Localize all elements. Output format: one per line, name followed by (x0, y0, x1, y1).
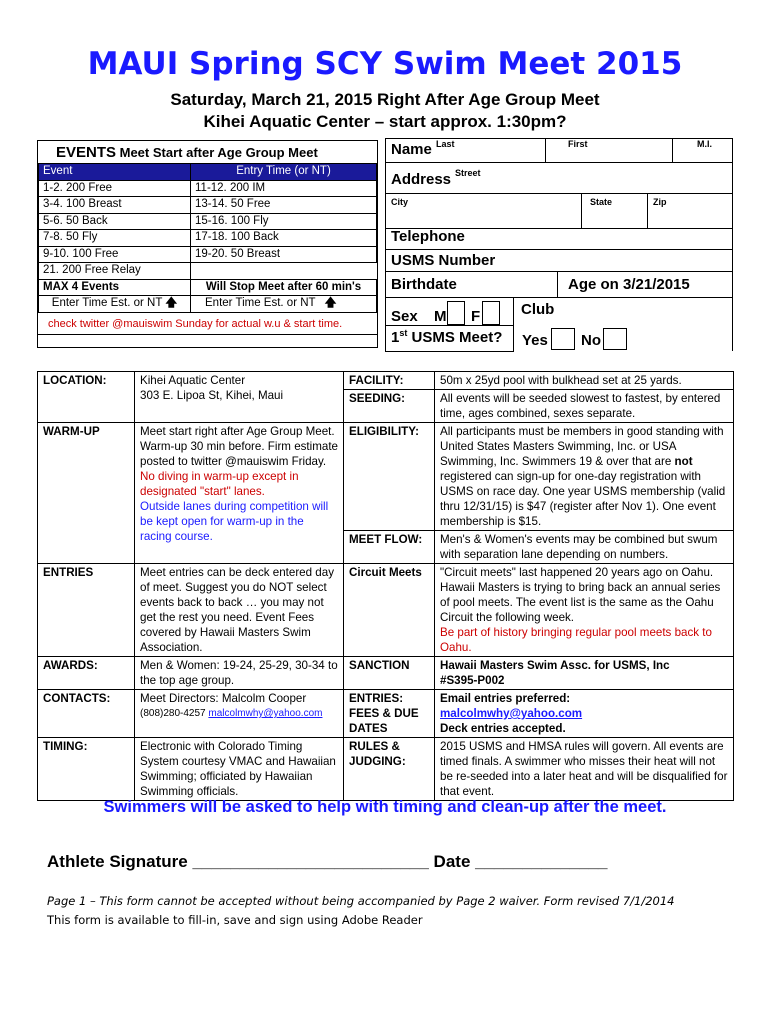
entries-label: ENTRIES (38, 564, 135, 657)
divider (513, 297, 514, 352)
stop-meet-note: Will Stop Meet after 60 min's (191, 279, 377, 296)
yes-label: Yes (522, 332, 548, 349)
timing-value: Electronic with Colorado Timing System courtesy VMAC and Hawaiian Swimming; officiated by Hawaiian Swimming officials. (135, 738, 344, 801)
enter-time-hint-2: Enter Time Est. or NT 🡅 (191, 296, 377, 313)
address-label: Address (391, 171, 452, 188)
divider (557, 271, 558, 297)
warmup-label: WARM-UP (38, 423, 135, 564)
entries-fees-label: ENTRIES: FEES & DUE DATES (344, 690, 435, 738)
female-label: F (471, 308, 481, 325)
city-label: City (391, 197, 409, 207)
meet-details-table (37, 371, 734, 801)
twitter-note: check twitter @mauiswim Sunday for actual w.u & start time. (48, 318, 343, 330)
divider (385, 351, 513, 352)
entries-email-link[interactable]: malcolmwhy@yahoo.com (440, 707, 583, 720)
telephone-label: Telephone (391, 228, 465, 245)
zip-label: Zip (653, 197, 667, 207)
divider (385, 138, 386, 351)
rules-label: RULES & JUDGING: (344, 738, 435, 801)
circuit-meets-value: "Circuit meets" last happened 20 years ago on Oahu. Hawaii Masters is trying to bring back an annual series of pool meets. The event list is the same as the Oahu Circuit the following week. Be part of history bringing regular pool meets back to Oahu. (435, 564, 734, 657)
event-cell[interactable] (191, 263, 377, 280)
event-cell[interactable]: 13-14. 50 Free (191, 197, 377, 214)
sex-label: Sex (391, 308, 418, 325)
enter-time-hint-1: Enter Time Est. or NT 🡅 (39, 296, 191, 313)
meet-flow-value: Men's & Women's events may be combined but swum with separation lane depending on numbers. (435, 531, 734, 564)
divider (545, 138, 546, 162)
timing-label: TIMING: (38, 738, 135, 801)
facility-label: FACILITY: (344, 372, 435, 390)
event-cell[interactable]: 17-18. 100 Back (191, 230, 377, 247)
page-note: Page 1 – This form cannot be accepted without being accompanied by Page 2 waiver. Form revised 7/1/2014 (47, 894, 675, 908)
event-cell[interactable]: 9-10. 100 Free (39, 246, 191, 263)
events-box (37, 140, 378, 348)
middle-initial-label: M.I. (697, 139, 712, 149)
entry-time-col-header: Entry Time (or NT) (191, 164, 377, 181)
divider (385, 162, 733, 163)
first-name-label: First (568, 139, 588, 149)
event-cell[interactable]: 7-8. 50 Fly (39, 230, 191, 247)
divider (385, 297, 733, 298)
no-label: No (581, 332, 601, 349)
contact-email-link[interactable]: malcolmwhy@yahoo.com (208, 708, 323, 719)
eligibility-value: All participants must be members in good standing with United States Masters Swimming, Inc. or USA Swimming, Inc. Swimmers 19 & over that are not registered can sign-up for one-day registration with USMS on race day. One year USMS membership (valid thru 12/31/15) is $47 (register after Nov 1). One event membership is $15. (435, 423, 734, 531)
up-arrow-icon: 🡅 (324, 297, 337, 310)
female-checkbox[interactable] (482, 301, 500, 325)
first-meet-label: 1st USMS Meet? (391, 328, 503, 346)
events-table (38, 163, 377, 313)
male-label: M (434, 308, 447, 325)
location-label: LOCATION: (38, 372, 135, 423)
name-label: Name (391, 141, 432, 158)
max-events-label: MAX 4 Events (39, 279, 191, 296)
event-cell[interactable]: 1-2. 200 Free (39, 180, 191, 197)
location-value: Kihei Aquatic Center 303 E. Lipoa St, Kihei, Maui (135, 372, 344, 423)
meet-venue-time: Kihei Aquatic Center – start approx. 1:30pm? (203, 112, 567, 131)
events-heading: EVENTS Meet Start after Age Group Meet (56, 144, 318, 161)
divider (672, 138, 673, 162)
circuit-meets-label: Circuit Meets (344, 564, 435, 657)
registration-form (385, 138, 733, 352)
sanction-value: Hawaii Masters Swim Assc. for USMS, Inc #S395-P002 (435, 657, 734, 690)
awards-label: AWARDS: (38, 657, 135, 690)
meet-date: Saturday, March 21, 2015 Right After Age Group Meet (170, 90, 600, 109)
divider (38, 334, 377, 335)
rules-value: 2015 USMS and HMSA rules will govern. All events are timed finals. A swimmer who misses their heat will not be re-seeded into a later heat and will be disqualified for that event. (435, 738, 734, 801)
adobe-note: This form is available to fill-in, save and sign using Adobe Reader (47, 913, 423, 927)
yes-checkbox[interactable] (551, 328, 575, 350)
divider (385, 271, 733, 272)
seeding-label: SEEDING: (344, 390, 435, 423)
divider (647, 193, 648, 228)
event-cell[interactable]: 5-6. 50 Back (39, 213, 191, 230)
contacts-label: CONTACTS: (38, 690, 135, 738)
male-checkbox[interactable] (447, 301, 465, 325)
divider (385, 249, 733, 250)
page-title: MAUI Spring SCY Swim Meet 2015 (87, 46, 683, 82)
event-cell[interactable]: 21. 200 Free Relay (39, 263, 191, 280)
entries-value: Meet entries can be deck entered day of meet. Suggest you do NOT select events back to back … you may not get the rest you need. Event Fees covered by Hawaii Masters Swim Association. (135, 564, 344, 657)
event-cell[interactable]: 3-4. 100 Breast (39, 197, 191, 214)
seeding-value: All events will be seeded slowest to fastest, by entered time, ages combined, sexes separate. (435, 390, 734, 423)
event-cell[interactable]: 11-12. 200 IM (191, 180, 377, 197)
divider (581, 193, 582, 228)
event-cell[interactable]: 19-20. 50 Breast (191, 246, 377, 263)
volunteer-note: Swimmers will be asked to help with timing and clean-up after the meet. (103, 798, 667, 816)
divider (385, 193, 733, 194)
facility-value: 50m x 25yd pool with bulkhead set at 25 yards. (435, 372, 734, 390)
birthdate-label: Birthdate (391, 276, 457, 293)
club-label: Club (521, 301, 555, 318)
usms-number-label: USMS Number (391, 252, 496, 269)
warmup-value: Meet start right after Age Group Meet. Warm-up 30 min before. Firm estimate posted to twitter @mauiswim Friday. No diving in warm-up except in designated "start" lanes. Outside lanes during competition will be kept open for warm-up in the racing course. (135, 423, 344, 564)
no-checkbox[interactable] (603, 328, 627, 350)
divider (385, 325, 513, 326)
awards-value: Men & Women: 19-24, 25-29, 30-34 to the top age group. (135, 657, 344, 690)
street-label: Street (455, 168, 481, 178)
event-cell[interactable]: 15-16. 100 Fly (191, 213, 377, 230)
entries-fees-value: Email entries preferred: malcolmwhy@yahoo.com Deck entries accepted. (435, 690, 734, 738)
eligibility-label: ELIGIBILITY: (344, 423, 435, 531)
event-col-header: Event (39, 164, 191, 181)
state-label: State (590, 197, 613, 207)
meet-flow-label: MEET FLOW: (344, 531, 435, 564)
up-arrow-icon: 🡅 (165, 297, 178, 310)
divider (732, 138, 733, 351)
last-name-label: Last (436, 139, 455, 149)
age-label: Age on 3/21/2015 (568, 276, 690, 293)
signature-line[interactable]: Athlete Signature _________________________ Date ______________ (47, 852, 608, 871)
sanction-label: SANCTION (344, 657, 435, 690)
contacts-value: Meet Directors: Malcolm Cooper (808)280-4257 malcolmwhy@yahoo.com (135, 690, 344, 738)
